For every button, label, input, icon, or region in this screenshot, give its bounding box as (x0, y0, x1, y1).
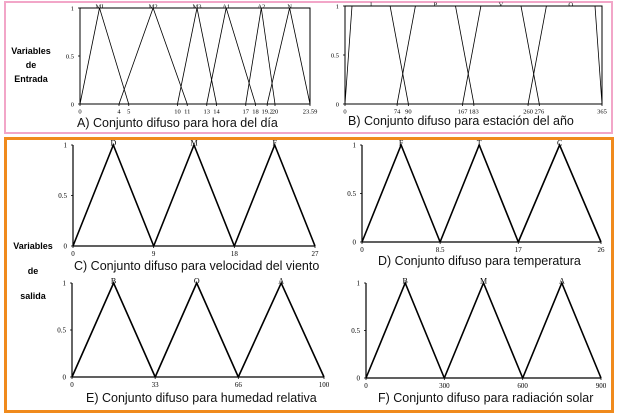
plot-b (331, 2, 607, 116)
plot-a-mf-n (267, 8, 310, 104)
plot-c-mf-m (154, 145, 235, 246)
plot-e-y-tick-label: 1 (62, 279, 66, 288)
plot-f-y-tick-label: 0.5 (351, 327, 360, 335)
caption-a: A) Conjunto difuso para hora del día (77, 116, 278, 130)
plot-d-y-tick-label: 1 (352, 141, 356, 150)
plot-a-mf-label: M2 (148, 3, 158, 11)
plot-e-y-tick-label: 0 (62, 373, 66, 382)
plot-b-y-tick-label: 0.5 (330, 52, 339, 60)
plot-e-x-tick-label: 100 (318, 381, 330, 389)
plot-b-x-tick-label: 90 (405, 108, 412, 116)
plot-a-y-tick-label: 0.5 (65, 53, 74, 61)
plot-c-mf-label: F (272, 138, 277, 148)
plot-a-mf-label: M3 (192, 3, 202, 11)
plot-e-y-tick-label: 0.5 (57, 326, 66, 335)
plot-e-mf-label: O (193, 276, 200, 286)
plot-a-x-tick-label: 17 (242, 108, 249, 116)
inputs-label-line-1: Variables (11, 46, 51, 56)
plot-e-x-tick-label: 33 (151, 381, 159, 389)
plot-b-x-tick-label: 0 (343, 108, 347, 116)
outputs-label-line-1: Variables (13, 241, 53, 251)
plot-a-x-tick-label: 13 (203, 108, 210, 116)
plot-d-mf-t (440, 145, 518, 242)
plot-f (351, 277, 607, 391)
plot-a-x-tick-label: 5 (127, 108, 131, 116)
plot-b-mf-label: V (498, 1, 504, 9)
plot-f-mf-label: A (558, 276, 565, 286)
plot-b-x-tick-label: 167 (457, 108, 468, 116)
plot-a-x-tick-label: 19.2 (261, 108, 273, 116)
outputs-label-line-3: salida (20, 291, 46, 301)
plot-f-x-tick-label: 900 (595, 382, 607, 390)
plot-d-mf-label: F (398, 138, 404, 148)
plot-c-y-tick-label: 0 (63, 242, 67, 251)
plot-d-mf-label: C (556, 138, 563, 148)
plot-a-mf-m3 (178, 8, 217, 104)
caption-f: F) Conjunto difuso para radiación solar (378, 391, 594, 405)
plot-c-x-tick-label: 18 (230, 250, 238, 258)
plot-f-x-tick-label: 0 (364, 382, 368, 390)
plot-a-x-tick-label: 4 (117, 108, 121, 116)
plot-e-mf-o (155, 283, 238, 377)
plot-f-x-tick-label: 300 (439, 382, 450, 390)
plot-a (66, 4, 317, 116)
plot-b-mf-v (463, 6, 540, 104)
plot-a-mf-label: N (287, 3, 292, 11)
plot-e-x-tick-label: 66 (234, 381, 242, 389)
plot-c-y-tick-label: 1 (63, 141, 67, 150)
plot-f-mf-label: M (479, 276, 488, 286)
plot-a-mf-label: A2 (257, 3, 266, 11)
plot-a-mf-label: A1 (222, 3, 231, 11)
caption-d: D) Conjunto difuso para temperatura (378, 254, 581, 268)
plot-a-x-tick-label: 14 (213, 108, 220, 116)
plot-b-x-tick-label: 74 (393, 108, 401, 116)
plot-a-y-tick-label: 1 (70, 5, 74, 13)
plot-a-x-tick-label: 11 (184, 108, 191, 116)
plot-c-mf-d (73, 145, 154, 246)
inputs-label-line-2: de (25, 60, 37, 70)
plot-d-y-tick-label: 0 (352, 238, 356, 247)
plot-a-y-tick-label: 0 (70, 101, 74, 109)
plot-c-x-tick-label: 0 (71, 250, 75, 258)
caption-b: B) Conjunto difuso para estación del año (348, 114, 574, 128)
plot-e-mf-b (72, 283, 155, 377)
plot-d-mf-c (518, 145, 601, 242)
plot-c (58, 139, 319, 259)
plot-b-mf-label: O (568, 1, 574, 9)
plot-d-mf-label: T (476, 138, 482, 148)
plot-d (347, 139, 605, 255)
plot-b-frame (345, 6, 602, 104)
plot-a-mf-mi (80, 8, 129, 104)
plot-b-y-tick-label: 1 (335, 3, 339, 11)
plot-b-x-tick-label: 276 (534, 108, 545, 116)
plot-b-x-tick-label: 260 (523, 108, 533, 116)
plot-a-x-tick-label: 10 (174, 108, 181, 116)
plot-e-x-tick-label: 0 (70, 381, 74, 389)
plot-d-mf-f (362, 145, 440, 242)
plot-b-mf-p (397, 6, 474, 104)
plot-a-mf-label: MI (95, 3, 104, 11)
plot-f-x-tick-label: 600 (517, 382, 528, 390)
plot-f-mf-m (444, 283, 522, 378)
plot-c-mf-label: M (190, 138, 198, 148)
outputs-label-line-2: de (27, 266, 39, 276)
plot-b-mf-i (345, 6, 408, 104)
plot-b-mf-o (528, 6, 602, 104)
plot-d-x-tick-label: 26 (597, 246, 605, 254)
plot-c-mf-f (234, 145, 315, 246)
plot-a-x-tick-label: 20 (271, 108, 279, 116)
plot-c-y-tick-label: 0.5 (58, 192, 67, 200)
inputs-label-line-3: Entrada (14, 74, 48, 84)
plot-d-y-tick-label: 0.5 (347, 190, 356, 198)
plot-a-x-tick-label: 23.59 (302, 108, 318, 116)
plot-b-mf-label: P (433, 1, 438, 9)
plot-d-x-tick-label: 17 (514, 246, 522, 254)
plot-e-mf-label: B (110, 276, 117, 286)
plot-b-x-tick-label: 365 (597, 108, 607, 116)
plot-e (57, 277, 330, 390)
plot-c-mf-label: D (110, 138, 117, 148)
plot-d-x-tick-label: 0 (360, 246, 364, 254)
plot-f-mf-label: B (402, 276, 408, 286)
plot-e-mf-a (238, 283, 324, 377)
plot-a-x-tick-label: 0 (78, 108, 82, 116)
plot-a-mf-m2 (119, 8, 187, 104)
plot-b-mf-label: I (369, 1, 373, 9)
caption-c: C) Conjunto difuso para velocidad del viento (74, 259, 320, 273)
plot-c-x-tick-label: 27 (311, 250, 319, 258)
plot-b-x-tick-label: 183 (468, 108, 479, 116)
plot-d-x-tick-label: 8.5 (435, 246, 445, 254)
plot-f-y-tick-label: 0 (356, 374, 360, 383)
plot-f-y-tick-label: 1 (356, 279, 360, 288)
plot-b-y-tick-label: 0 (335, 101, 339, 109)
plot-f-mf-b (366, 283, 444, 378)
plot-c-x-tick-label: 9 (151, 250, 156, 258)
caption-e: E) Conjunto difuso para humedad relativa (86, 391, 317, 405)
plot-a-x-tick-label: 18 (252, 108, 259, 116)
plot-e-mf-label: A (278, 276, 285, 286)
plot-f-mf-a (523, 283, 601, 378)
